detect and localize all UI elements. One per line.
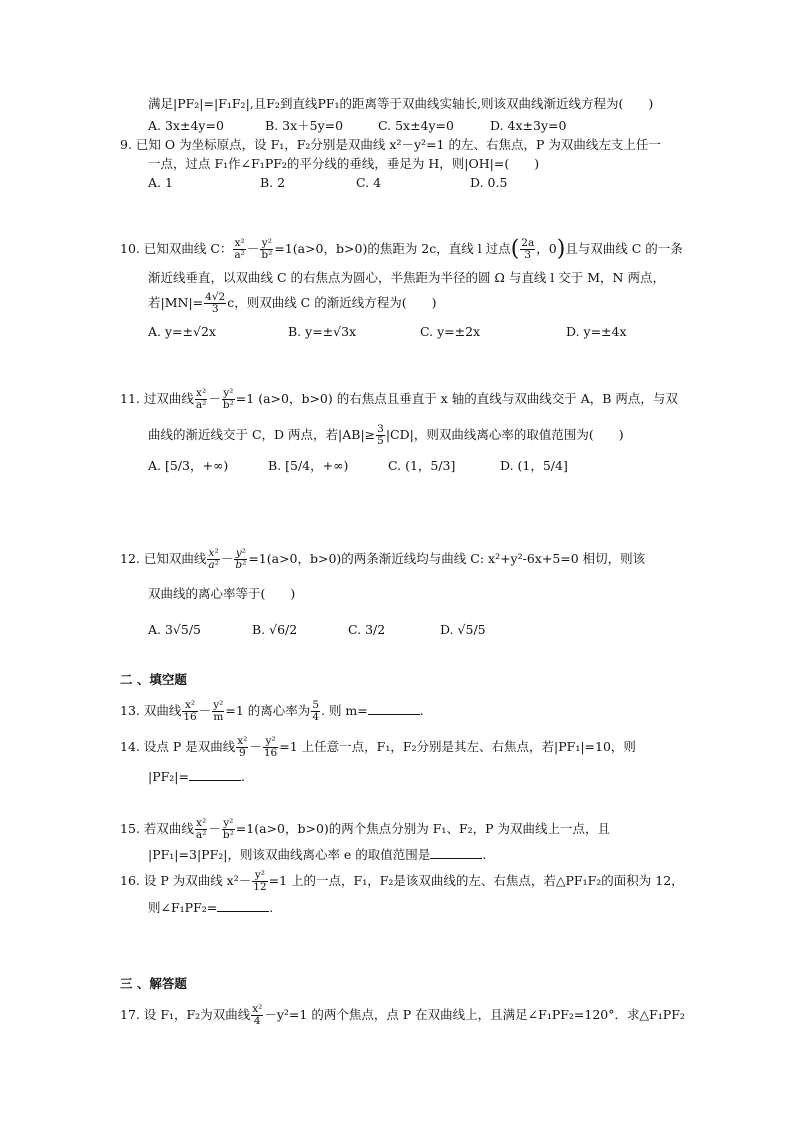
q17-frac-x: $\frac{\text{x²}}{4}$ — [252, 1003, 263, 1027]
q17-mid: －y²=1 的两个焦点，点 P 在双曲线上，且满足∠F₁PF₂=120°．求△F₁PF₂ — [264, 1007, 685, 1022]
q13-end: . — [419, 703, 424, 718]
q9-line1: 9. 已知 O 为坐标原点，设 F₁，F₂分别是双曲线 x²－y²=1 的左、右焦点，P 为双曲线左支上任一 — [120, 137, 661, 152]
q11-mid: =1 (a>0，b>0) 的右焦点且垂直于 x 轴的直线与双曲线交于 A，B 两点，与双 — [235, 391, 678, 406]
q17-line1 — [120, 1004, 685, 1027]
q11-option-b: B. [5/4，+∞) — [268, 458, 349, 473]
q8-option-a: A. 3x±4y=0 — [148, 118, 224, 133]
q14-end: . — [241, 769, 245, 784]
q15-ask: |PF₁|=3|PF₂|，则该双曲线离心率 e 的取值范围是 — [148, 847, 431, 862]
q12-frac-y: $\frac{\text{y²}}{\text{b²}}$ — [235, 547, 247, 571]
q12-mid: =1(a>0，b>0)的两条渐近线均与曲线 C: x²+y²-6x+5=0 相切，则该 — [248, 551, 646, 566]
q9-line2: 一点，过点 F₁作∠F₁PF₂的平分线的垂线，垂足为 H，则|OH|=( ) — [148, 156, 540, 171]
q8-option-c: C. 5x±4y=0 — [378, 118, 454, 133]
q10-intro: 10. 已知双曲线 C： — [120, 241, 233, 256]
q9-option-b: B. 2 — [260, 175, 286, 190]
q11-line2 — [148, 424, 624, 447]
q10-line2: 渐近线垂直，以双曲线 C 的右焦点为圆心，半焦距为半径的圆 Ω 与直线 l 交于 M，N 两点， — [148, 270, 665, 285]
q10-frac-mn: $\frac{4√2}{3}$ — [205, 291, 226, 315]
q15-end: . — [482, 847, 487, 862]
q9-option-c: C. 4 — [356, 175, 382, 190]
q10-frac-x: $\frac{\text{x²}}{\text{a²}}$ — [234, 237, 245, 261]
q15-line1: 15. 若双曲线 $\frac{\text{x²}}{\text{a²}}$ － $\frac{\text{y²}}{\text{b²}}$ =1(a>0，b>0)的两个焦点分别为 F₁、F₂，P 为双曲线上一点，且 — [120, 817, 611, 841]
q10-option-b: B. y=±√3x — [288, 324, 357, 339]
q11-intro: 11. 过双曲线 — [120, 391, 194, 406]
q10-option-d: D. y=±4x — [566, 324, 627, 339]
q8-option-d: D. 4x±3y=0 — [490, 118, 567, 133]
q14-frac-y: $\frac{\text{y²}}{16}$ — [263, 735, 278, 759]
q16-intro: 16. 设 P 为双曲线 x²－ — [120, 873, 252, 888]
q11-option-a: A. [5/3，+∞) — [148, 458, 229, 473]
q16-line2 — [148, 899, 273, 916]
q13-frac-x: $\frac{\text{x²}}{16}$ — [183, 699, 197, 723]
q11-option-d: D. (1，5/4] — [500, 458, 568, 473]
q13-answer-blank[interactable] — [368, 702, 420, 715]
q12-frac-x: $\frac{\text{x²}}{\text{a²}}$ — [208, 547, 219, 571]
q12-line1: 12. 已知双曲线 $\frac{\text{x²}}{\text{a²}}$ － $\frac{\text{y²}}{\text{b²}}$ =1(a>0，b>0)的两条渐近线均与曲线 C: x²+y²-6x+5=0 相切，则该 — [120, 547, 646, 571]
q13-mid: =1 的离心率为 — [225, 703, 311, 718]
q9-option-d: D. 0.5 — [470, 175, 508, 190]
q10-option-c: C. y=±2x — [420, 324, 481, 339]
q15-intro: 15. 若双曲线 — [120, 821, 194, 836]
q10-tail: 且与双曲线 C 的一条 — [565, 241, 683, 256]
q11-ask: |CD|，则双曲线离心率的取值范围为( ) — [385, 427, 624, 442]
q10-option-a: A. y=±√2x — [148, 324, 216, 339]
q10-point: ，0 — [536, 241, 557, 256]
q10-frac-y: $\frac{\text{y²}}{\text{b²}}$ — [261, 237, 273, 261]
q10-line1: 10. 已知双曲线 C： $\frac{\text{x²}}{\text{a²}}$ － $\frac{\text{y²}}{\text{b²}}$ =1(a>0，b>0)的焦距为 2c，直线 l 过点( $\frac{2a}{3}$ ，0)且与双曲线 C 的一条 — [120, 236, 683, 262]
q10-line3 — [148, 292, 436, 315]
q10-ask: c，则双曲线 C 的渐近线方程为( ) — [227, 295, 437, 310]
q14-intro: 14. 设点 P 是双曲线 — [120, 739, 236, 754]
q8-text: 满足|PF₂|=|F₁F₂|,且F₂到直线PF₁的距离等于双曲线实轴长,则该双曲线渐近线方程为( ) — [148, 96, 654, 111]
q17-intro: 17. 设 F₁，F₂为双曲线 — [120, 1007, 251, 1022]
section-heading-solve: 三 、解答题 — [120, 976, 187, 991]
q8-option-b: B. 3x＋5y=0 — [265, 118, 344, 133]
q10-frac-2a3: $\frac{2a}{3}$ — [521, 237, 535, 261]
q12-intro: 12. 已知双曲线 — [120, 551, 207, 566]
q13-ask: . 则 m= — [321, 703, 368, 718]
q12-line2: 双曲线的离心率等于( ) — [148, 586, 296, 601]
q14-frac-x: $\frac{\text{x²}}{9}$ — [237, 735, 248, 759]
q16-ask: 则∠F₁PF₂= — [148, 900, 218, 915]
q15-frac-x: $\frac{\text{x²}}{\text{a²}}$ — [195, 817, 207, 841]
q11-line1: 11. 过双曲线 $\frac{\text{x²}}{\text{a²}}$ － $\frac{\text{y²}}{\text{b²}}$ =1 (a>0，b>0) 的右焦点且垂直于 x 轴的直线与双曲线交于 A，B 两点，与双 — [120, 387, 678, 411]
q15-frac-y: $\frac{\text{y²}}{\text{b²}}$ — [222, 817, 234, 841]
q16-end: . — [269, 900, 274, 915]
q12-option-d: D. √5/5 — [440, 622, 486, 637]
q16-answer-blank[interactable] — [217, 899, 269, 912]
q12-option-b: B. √6/2 — [252, 622, 298, 637]
q14-line2 — [148, 768, 245, 785]
q14-mid: =1 上任意一点，F₁，F₂分别是其左、右焦点，若|PF₁|=10，则 — [279, 739, 636, 754]
q12-option-c: C. 3/2 — [348, 622, 386, 637]
q13-intro: 13. 双曲线 — [120, 703, 182, 718]
q15-answer-blank[interactable] — [430, 846, 482, 859]
q11-frac-x: $\frac{\text{x²}}{\text{a²}}$ — [195, 387, 207, 411]
q15-line2 — [148, 846, 486, 863]
q14-line1: 14. 设点 P 是双曲线 $\frac{\text{x²}}{9}$ － $\frac{\text{y²}}{16}$ =1 上任意一点，F₁，F₂分别是其左、右焦点，若|PF₁|=10，则 — [120, 735, 636, 759]
q16-frac-y: $\frac{\text{y²}}{12}$ — [253, 869, 267, 893]
q9-option-a: A. 1 — [148, 175, 173, 190]
q14-answer-blank[interactable] — [189, 768, 241, 781]
q15-mid: =1(a>0，b>0)的两个焦点分别为 F₁、F₂，P 为双曲线上一点，且 — [235, 821, 611, 836]
q10-mn: 若|MN|= — [148, 295, 204, 310]
q10-mid: =1(a>0，b>0)的焦距为 2c，直线 l 过点 — [274, 241, 511, 256]
q16-mid: =1 上的一点，F₁，F₂是该双曲线的左、右焦点，若△PF₁F₂的面积为 12， — [268, 873, 684, 888]
q14-ask: |PF₂|= — [148, 769, 189, 784]
q11-option-c: C. (1，5/3] — [388, 458, 456, 473]
section-heading-fill: 二 、填空题 — [120, 672, 187, 687]
q16-line1 — [120, 870, 684, 893]
q11-ab: 曲线的渐近线交于 C，D 两点，若|AB|≥ — [148, 427, 376, 442]
q13-frac-y: $\frac{\text{y²}}{m}$ — [213, 699, 224, 723]
q12-option-a: A. 3√5/5 — [148, 622, 202, 637]
q11-frac-35: $\frac{3}{5}$ — [377, 423, 384, 447]
q11-frac-y: $\frac{\text{y²}}{\text{b²}}$ — [222, 387, 234, 411]
q13-frac-e: $\frac{5}{4}$ — [312, 699, 319, 723]
q13-line: 13. 双曲线 $\frac{\text{x²}}{16}$ － $\frac{\text{y²}}{m}$ =1 的离心率为 $\frac{5}{4}$ . 则 m= . — [120, 699, 424, 723]
